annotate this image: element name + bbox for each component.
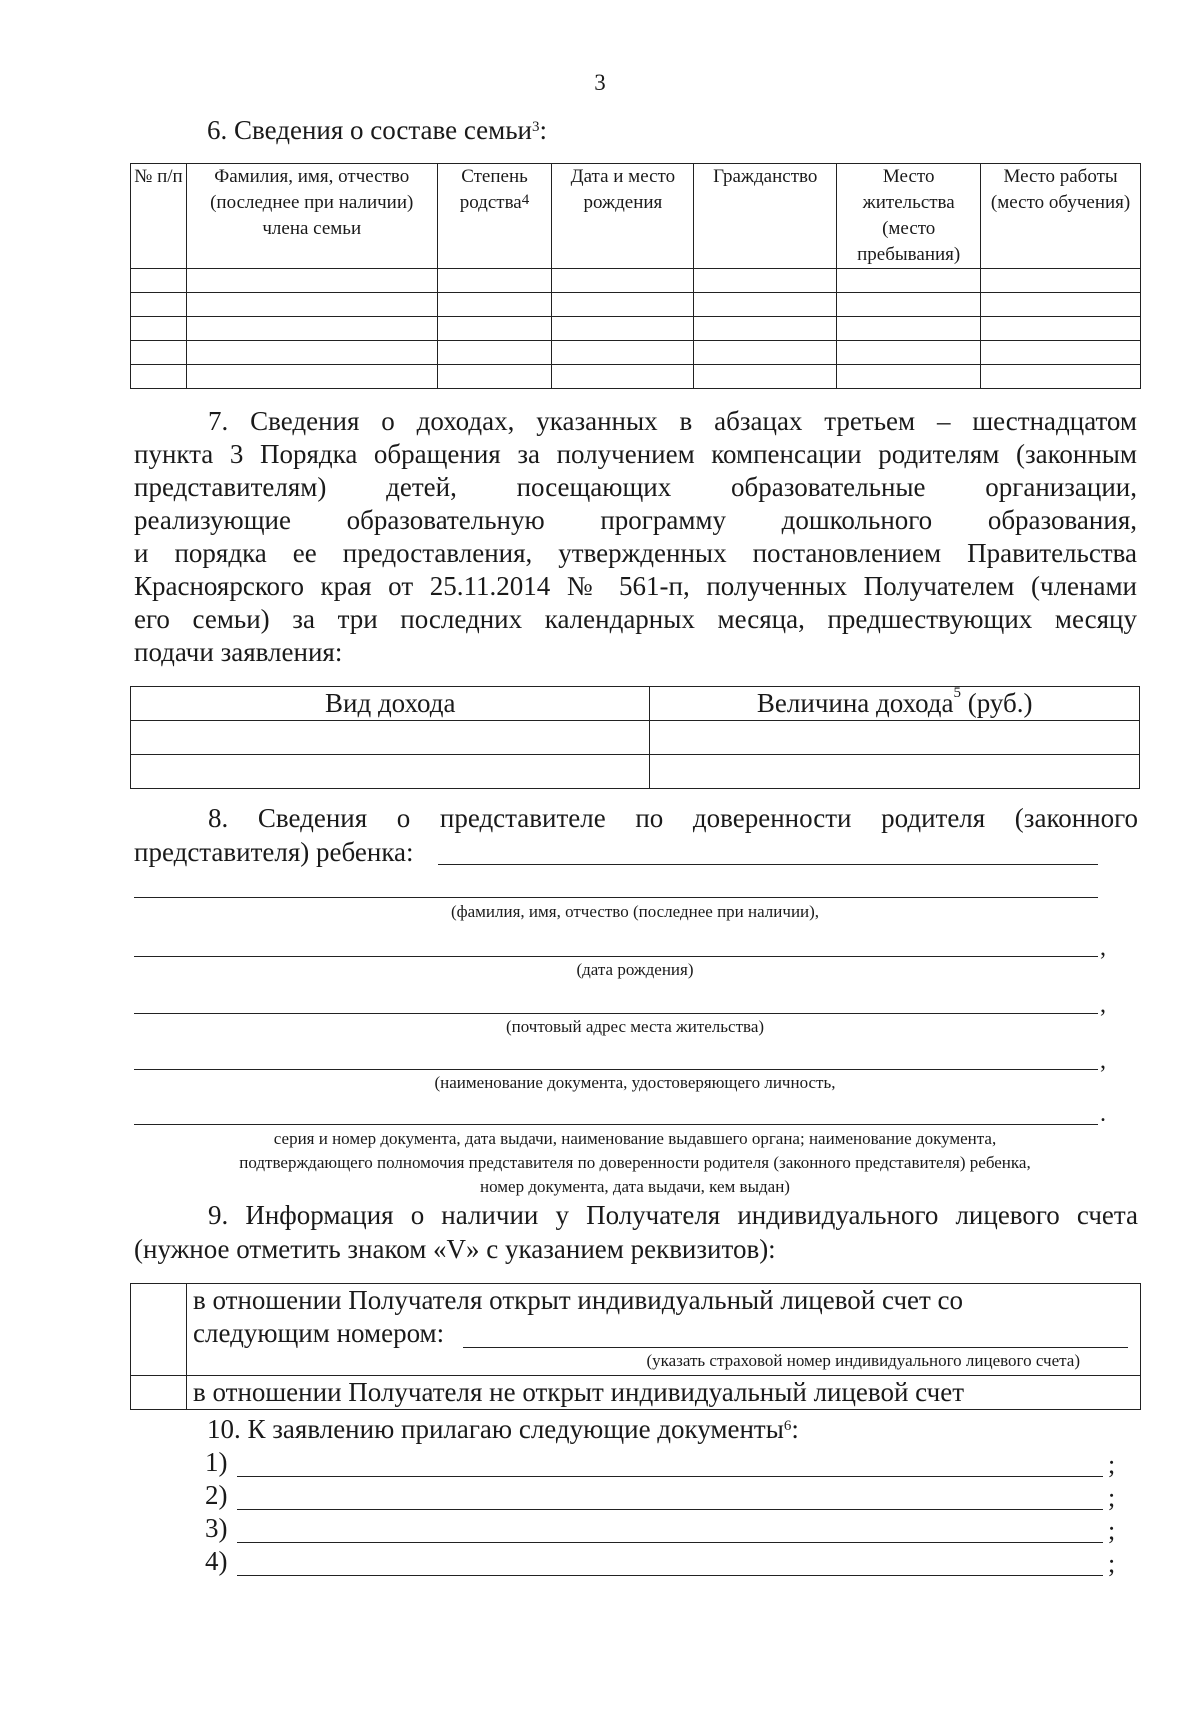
table-cell[interactable] (437, 317, 552, 341)
representative-field[interactable] (438, 864, 1098, 865)
field-semicolon: ; (1108, 1450, 1116, 1479)
table-cell[interactable] (552, 365, 694, 389)
table-cell[interactable] (981, 269, 1141, 293)
table-cell[interactable] (837, 317, 981, 341)
table-row (131, 721, 1140, 755)
paragraph-line: реализующие образовательную программу дошкольного образования, (134, 505, 1137, 535)
table-cell[interactable] (694, 293, 837, 317)
footnote-ref: 6 (783, 1418, 792, 1434)
table-cell[interactable] (131, 341, 187, 365)
table-cell[interactable] (552, 341, 694, 365)
paragraph-line: пункта 3 Порядка обращения за получением компенсации родителям (законным (134, 439, 1137, 469)
document-item-field[interactable] (237, 1476, 1103, 1477)
table-cell[interactable] (837, 341, 981, 365)
section6-heading-text: 6. Сведения о составе семьи (207, 115, 532, 145)
document-item-number: 3) (205, 1513, 228, 1543)
family-table (130, 163, 1141, 389)
section6-heading: 6. Сведения о составе семьи$^3$: (207, 115, 548, 145)
paragraph-line: представителям) детей, посещающих образовательные организации, (134, 472, 1137, 502)
account-number-caption: (указать страховой номер индивидуального лицевого счета) (646, 1351, 1080, 1370)
table-cell[interactable] (837, 365, 981, 389)
table-header-row (131, 687, 1140, 721)
document-item-field[interactable] (237, 1575, 1103, 1576)
table-cell[interactable] (186, 365, 437, 389)
address-field[interactable] (134, 1013, 1098, 1014)
table-cell[interactable] (186, 293, 437, 317)
table-row (131, 269, 1141, 293)
table-cell[interactable] (694, 269, 837, 293)
col-header: Место работы (место обучения) (981, 164, 1141, 269)
section9-line1: 9. Информация о наличии у Получателя индивидуального лицевого счета (208, 1200, 1138, 1230)
name-field[interactable] (134, 897, 1098, 898)
col-header: Дата и место рождения (552, 164, 694, 269)
paragraph-line: его семьи) за три последних календарных месяца, предшествующих месяцу (134, 604, 1137, 634)
field-comma: , (1100, 1048, 1106, 1074)
document-item-number: 4) (205, 1546, 228, 1576)
col-header-text: Степень родства (459, 166, 528, 213)
table-cell[interactable] (552, 269, 694, 293)
table-row (131, 341, 1141, 365)
table-cell[interactable] (186, 341, 437, 365)
table-cell[interactable] (186, 269, 437, 293)
table-cell[interactable] (837, 293, 981, 317)
table-row (131, 365, 1141, 389)
page-number: 3 (594, 70, 606, 95)
document-item-number: 2) (205, 1480, 228, 1510)
field-period: . (1100, 1101, 1106, 1127)
table-header-row (131, 164, 1141, 269)
option-number-line (193, 1317, 1140, 1350)
table-cell[interactable] (437, 341, 552, 365)
account-options-table (130, 1283, 1141, 1410)
table-row (131, 755, 1140, 789)
table-cell[interactable] (650, 755, 1140, 789)
option-row-not-opened (131, 1376, 1141, 1410)
option-not-opened: в отношении Получателя не открыт индивидуальный лицевой счет (187, 1376, 1141, 1410)
document-details-caption-line: номер документа, дата выдачи, кем выдан) (480, 1177, 790, 1196)
table-cell[interactable] (552, 293, 694, 317)
birthdate-caption: (дата рождения) (576, 960, 694, 979)
document-details-field[interactable] (134, 1124, 1098, 1125)
field-semicolon: ; (1108, 1483, 1116, 1512)
table-cell[interactable] (552, 317, 694, 341)
field-semicolon: ; (1108, 1516, 1116, 1545)
table-cell[interactable] (694, 365, 837, 389)
income-table (130, 686, 1140, 789)
address-caption: (почтовый адрес места жительства) (505, 1017, 765, 1036)
field-comma: , (1100, 992, 1106, 1018)
paragraph-line: и порядка ее предоставления, утвержденных постановлением Правительства (134, 538, 1137, 568)
table-cell[interactable] (694, 317, 837, 341)
section9-line2: (нужное отметить знаком «V» с указанием реквизитов): (134, 1234, 776, 1264)
table-row (131, 293, 1141, 317)
table-cell[interactable] (131, 317, 187, 341)
section8-line2: представителя) ребенка: (134, 837, 414, 867)
option-text: в отношении Получателя открыт индивидуальный лицевой счет со (193, 1285, 964, 1315)
footnote-ref: 5 (953, 685, 962, 701)
table-row (131, 317, 1141, 341)
table-cell[interactable] (131, 365, 187, 389)
document-item-field[interactable] (237, 1542, 1103, 1543)
option-text: следующим номером: (193, 1318, 445, 1348)
table-cell[interactable] (437, 365, 552, 389)
col-header (437, 164, 552, 269)
footnote-ref: 4 (521, 192, 530, 208)
table-cell[interactable] (131, 721, 650, 755)
account-number-field[interactable] (463, 1347, 1128, 1348)
birthdate-field[interactable] (134, 956, 1098, 957)
option-row-opened (131, 1284, 1141, 1376)
checkbox-cell-not-opened[interactable] (131, 1376, 187, 1410)
col-header: Место жительства (место пребывания) (837, 164, 981, 269)
table-cell[interactable] (837, 269, 981, 293)
section7-paragraph (134, 405, 1137, 669)
col-header-income-amount (650, 687, 1140, 721)
name-caption: (фамилия, имя, отчество (последнее при наличии), (450, 902, 820, 921)
table-cell[interactable] (186, 317, 437, 341)
col-header: Фамилия, имя, отчество (последнее при наличии) члена семьи (186, 164, 437, 269)
document-item-field[interactable] (237, 1509, 1103, 1510)
col-header-income-type: Вид дохода (131, 687, 650, 721)
col-header-text: Величина дохода (756, 688, 954, 718)
table-cell[interactable] (131, 755, 650, 789)
field-semicolon: ; (1108, 1549, 1116, 1578)
document-details-caption-line: серия и номер документа, дата выдачи, наименование выдавшего органа; наименование документа, (273, 1129, 997, 1148)
col-header: Гражданство (694, 164, 837, 269)
section10-heading: 10. К заявлению прилагаю следующие документы$^6$: (207, 1414, 799, 1444)
id-document-caption: (наименование документа, удостоверяющего личность, (434, 1073, 836, 1092)
table-cell[interactable] (131, 293, 187, 317)
table-cell[interactable] (694, 341, 837, 365)
table-cell[interactable] (131, 269, 187, 293)
col-header-unit: (руб.) (961, 688, 1033, 718)
paragraph-line: подачи заявления: (134, 637, 343, 667)
paragraph-line: 7. Сведения о доходах, указанных в абзацах третьем – шестнадцатом (208, 406, 1137, 436)
document-details-caption-line: подтверждающего полномочия представителя по доверенности родителя (законного представителя) ребенка, (239, 1153, 1031, 1172)
table-cell[interactable] (650, 721, 1140, 755)
table-cell[interactable] (437, 293, 552, 317)
option-opened (187, 1284, 1141, 1376)
id-document-field[interactable] (134, 1069, 1098, 1070)
section10-heading-text: 10. К заявлению прилагаю следующие документы (207, 1414, 784, 1444)
table-cell[interactable] (981, 317, 1141, 341)
footnote-ref: 3 (532, 119, 540, 135)
document-item-number: 1) (205, 1447, 228, 1477)
checkbox-cell-opened[interactable] (131, 1284, 187, 1376)
paragraph-line: Красноярского края от 25.11.2014 № 561-п, полученных Получателем (членами (134, 571, 1137, 601)
field-comma: , (1100, 935, 1106, 961)
table-cell[interactable] (981, 365, 1141, 389)
col-header: № п/п (131, 164, 187, 269)
section8-line1: 8. Сведения о представителе по доверенности родителя (законного (208, 803, 1138, 833)
table-cell[interactable] (981, 341, 1141, 365)
table-cell[interactable] (981, 293, 1141, 317)
table-cell[interactable] (437, 269, 552, 293)
